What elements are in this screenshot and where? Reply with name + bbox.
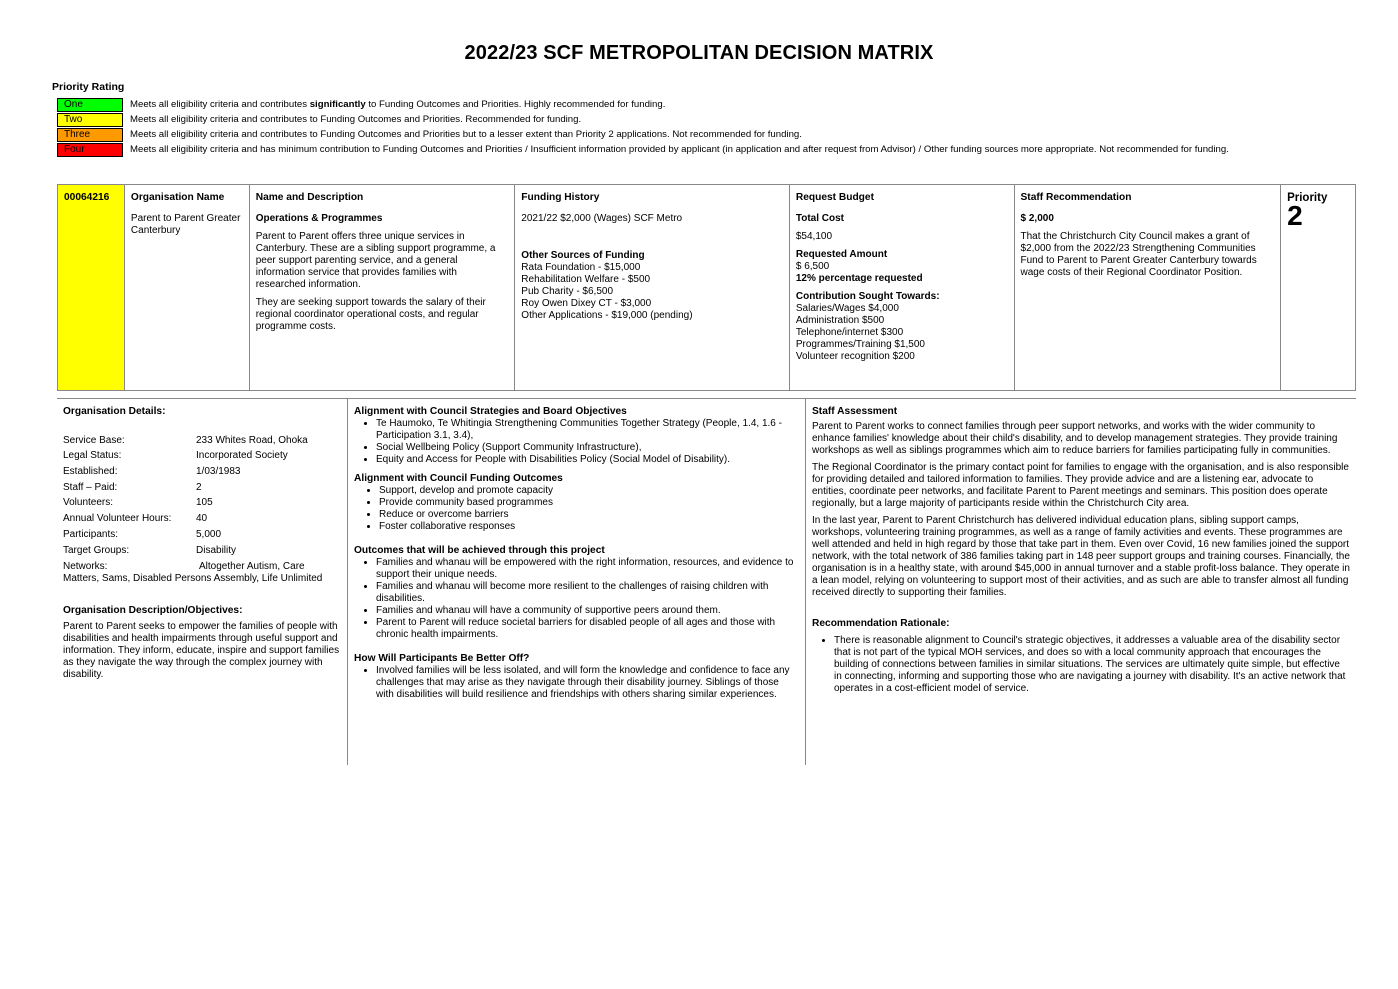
- list-item: • Support, develop and promote capacity: [379, 485, 799, 497]
- priority-swatch: Three: [57, 128, 123, 142]
- priority-row-one: [57, 97, 1229, 112]
- application-id-cell: [58, 185, 125, 390]
- contribution-item: Programmes/Training $1,500: [795, 339, 925, 350]
- priority-description: Meets all eligibility criteria and contributes to Funding Outcomes and Priorities. Recommended for funding.: [130, 114, 582, 125]
- list-item: • Social Wellbeing Policy (Support Community Infrastructure),: [376, 442, 799, 454]
- requested-amount-label: Requested Amount: [795, 249, 888, 260]
- assessment-paragraph: In the last year, Parent to Parent Christchurch has delivered individual education plans, sibling support camps, workshops, volunteering training programmes, as well as a range of family activities and events. These programmes are well attended and held in high regard by those that take part in them. Even over Covid, 16 new families joined the support network, with the total network of 386 families taking part in 148 peer support groups and training courses. Financially, the organisation is in a healthy state, with around $45,000 in annual turnover and a stable profit-loss balance. They operate in a lean model, relying on volunteering to support most of their activities, and as such are able to transfer almost all funding received directly to supporting their families.: [812, 515, 1350, 598]
- requested-amount: $ 6,500: [795, 261, 830, 272]
- organisation-description-text: Parent to Parent seeks to empower the families of people with disabilities and health impairments through useful support and information. They inform, educate, inspire and support families as they navigate the way through the complex journey with disability.: [63, 620, 340, 680]
- contribution-item: Administration $500: [795, 315, 885, 326]
- staff-recommendation-text: That the Christchurch City Council makes a grant of $2,000 from the 2022/23 Strengthening Communities Fund to Parent to Parent Greater Canterbury towards wage costs of their Regional Coordinator Position.: [1020, 231, 1257, 278]
- detail-row: Target Groups: Disability: [63, 544, 237, 556]
- funding-outcomes-list: [354, 485, 799, 533]
- strategies-list: [354, 418, 799, 466]
- priority-row-three: [57, 127, 1229, 142]
- contribution-item: Telephone/internet $300: [795, 327, 904, 338]
- list-item: • Families and whanau will be empowered with the right information, resources, and evidence to support their unique needs.: [376, 557, 799, 581]
- list-item: • Reduce or overcome barriers: [379, 509, 799, 521]
- detail-row: Volunteers: 105: [63, 497, 213, 509]
- application-id: 00064216: [64, 192, 110, 203]
- participants-better-off-list: [354, 665, 799, 701]
- contribution-header: Contribution Sought Towards:: [795, 291, 940, 302]
- project-outcomes-list: [354, 557, 799, 641]
- detail-section: [57, 398, 1356, 765]
- other-sources-header: Other Sources of Funding: [521, 250, 645, 261]
- detail-row: Established: 1/03/1983: [63, 466, 241, 478]
- funding-history-line: 2021/22 $2,000 (Wages) SCF Metro: [521, 213, 683, 224]
- detail-row: Service Base: 233 Whites Road, Ohoka: [63, 434, 308, 446]
- contribution-item: Salaries/Wages $4,000: [795, 303, 899, 314]
- networks-row: Networks: Altogether Autism, Care Matters, Sams, Disabled Persons Assembly, Life Unlimited: [63, 560, 323, 584]
- priority-swatch: Four: [57, 143, 123, 157]
- other-source: Other Applications - $19,000 (pending): [521, 310, 693, 321]
- organisation-name-header: Organisation Name: [130, 192, 225, 203]
- funding-history-header: Funding History: [521, 192, 600, 203]
- list-item: • Families and whanau will have a community of supportive peers around them.: [376, 605, 799, 617]
- staff-recommendation-cell: [1015, 185, 1282, 390]
- description-text: They are seeking support towards the salary of their regional coordinator operational costs, and regular programme costs.: [255, 297, 486, 332]
- participants-better-off-heading: How Will Participants Be Better Off?: [354, 653, 530, 664]
- organisation-name-cell: [125, 185, 250, 390]
- priority-swatch: One: [57, 98, 123, 112]
- funding-outcomes-heading: Alignment with Council Funding Outcomes: [354, 473, 563, 484]
- priority-swatch: Two: [57, 113, 123, 127]
- total-cost-label: Total Cost: [795, 213, 845, 224]
- recommendation-rationale-heading: Recommendation Rationale:: [812, 618, 950, 629]
- request-budget-cell: [790, 185, 1015, 390]
- list-item: • Provide community based programmes: [379, 497, 799, 509]
- recommendation-rationale-list: [812, 635, 1350, 695]
- other-source: Pub Charity - $6,500: [521, 286, 614, 297]
- strategies-heading: Alignment with Council Strategies and Board Objectives: [354, 406, 627, 417]
- other-source: Rehabilitation Welfare - $500: [521, 274, 651, 285]
- detail-row: Legal Status: Incorporated Society: [63, 450, 288, 462]
- priority-row-two: [57, 112, 1229, 127]
- detail-row: Staff – Paid: 2: [63, 481, 202, 493]
- other-source: Roy Owen Dixey CT - $3,000: [521, 298, 652, 309]
- priority-description: Meets all eligibility criteria and has minimum contribution to Funding Outcomes and Priorities / Insufficient information provided by applicant (in application and after request from Advisor) / Other funding sources more appropriate. Not recommended for funding.: [130, 144, 1229, 155]
- project-outcomes-heading: Outcomes that will be achieved through this project: [354, 545, 605, 556]
- total-cost: $54,100: [795, 231, 833, 242]
- priority-row-four: [57, 142, 1229, 157]
- detail-row: Annual Volunteer Hours: 40: [63, 513, 208, 525]
- detail-row: Participants: 5,000: [63, 528, 222, 540]
- assessment-paragraph: Parent to Parent works to connect families through peer support networks, and works with the wider community to enhance families' knowledge about their child's disability, and to develop management strategies. They provide training workshops as well as siblings programmes which aim to reduce barriers for families participating fully in communities.: [812, 421, 1338, 456]
- priority-cell: [1281, 185, 1355, 390]
- list-item: • Families and whanau will become more resilient to the challenges of raising children with disabilities.: [376, 581, 799, 605]
- percentage-requested: 12% percentage requested: [795, 273, 923, 284]
- priority-rating-legend: [57, 97, 1229, 157]
- list-item: • Parent to Parent will reduce societal barriers for disabled people of all ages and those with chronic health impairments.: [376, 617, 799, 641]
- organisation-details-column: [57, 399, 348, 765]
- priority-rating-heading: Priority Rating: [52, 81, 125, 93]
- list-item: • Foster collaborative responses: [379, 521, 799, 533]
- staff-recommended-amount: $ 2,000: [1020, 213, 1054, 224]
- list-item: • Involved families will be less isolated, and will form the knowledge and confidence to face any challenges that may arise as they navigate through their disability journey. Siblings of those with disabilities will build resilience and friendships with others sharing similar experiences.: [376, 665, 799, 701]
- list-item: • Te Haumoko, Te Whitingia Strengthening Communities Together Strategy (People, 1.4, 1.6 - Participation 3.1, 3.4),: [376, 418, 799, 442]
- list-item: • Equity and Access for People with Disabilities Policy (Social Model of Disability).: [376, 454, 799, 466]
- organisation-name: Parent to Parent Greater Canterbury: [130, 213, 241, 236]
- priority-header: Priority: [1287, 192, 1328, 204]
- staff-recommendation-header: Staff Recommendation: [1020, 192, 1132, 203]
- request-budget-header: Request Budget: [795, 192, 874, 203]
- funding-history-cell: [515, 185, 790, 390]
- description-header: Name and Description: [255, 192, 364, 203]
- page-title: 2022/23 SCF METROPOLITAN DECISION MATRIX: [464, 42, 934, 64]
- staff-assessment-heading: Staff Assessment: [812, 406, 898, 417]
- application-summary-table: [57, 184, 1356, 391]
- description-cell: [250, 185, 516, 390]
- list-item: • There is reasonable alignment to Council's strategic objectives, it addresses a valuable area of the disability sector that is not part of the typical MOH services, and does so with a local community approach that encourages the building of connections between families in similar situations. The services are ultimately quite simple, but effective in connecting, informing and supporting those who are navigating a journey with disability. It's an active network that operates in a cost-efficient model of service.: [834, 635, 1350, 695]
- alignment-column: [348, 399, 806, 765]
- description-text: Parent to Parent offers three unique services in Canterbury. These are a sibling support programme, a peer support parenting service, and a general information service that provides families with researched information.: [255, 231, 496, 290]
- other-source: Rata Foundation - $15,000: [521, 262, 641, 273]
- contribution-item: Volunteer recognition $200: [795, 351, 915, 362]
- staff-assessment-column: [806, 399, 1356, 765]
- priority-description: Meets all eligibility criteria and contributes significantly to Funding Outcomes and Priorities. Highly recommended for funding.: [130, 99, 666, 110]
- organisation-details-heading: Organisation Details:: [63, 406, 166, 417]
- priority-value: 2: [1287, 200, 1303, 231]
- priority-description: Meets all eligibility criteria and contributes to Funding Outcomes and Priorities but to a lesser extent than Priority 2 applications. Not recommended for funding.: [130, 129, 802, 140]
- organisation-description-heading: Organisation Description/Objectives:: [63, 604, 243, 616]
- description-subtitle: Operations & Programmes: [255, 213, 383, 224]
- assessment-paragraph: The Regional Coordinator is the primary contact point for families to engage with the organisation, and is also responsible for providing detailed and tailored information to families. They provide advice and are a listening ear, advocate to entities, coordinate peer networks, and facilitate Parent to Parent meetings and seminars. This position does operate regionally, but a large majority of participants reside within the Christchurch City area.: [812, 462, 1349, 509]
